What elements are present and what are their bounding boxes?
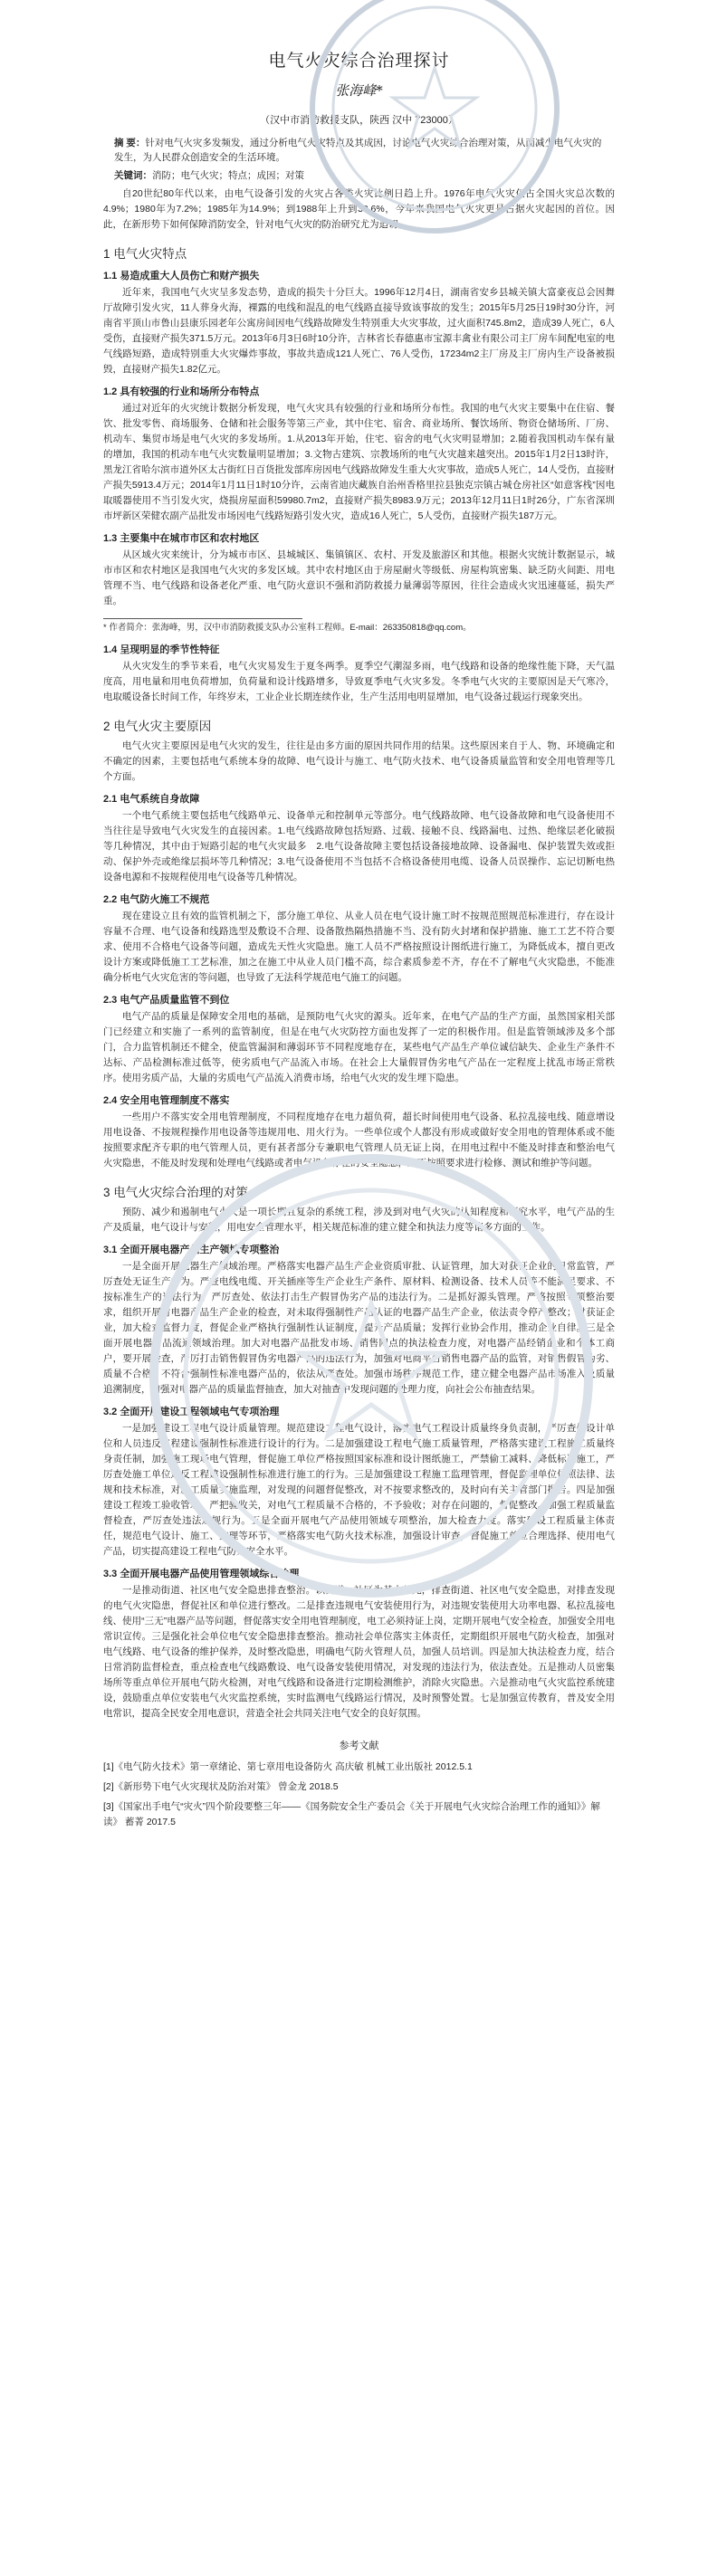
abstract-label: 摘 要： [114,138,146,148]
section-2-1-heading: 2.1 电气系统自身故障 [103,794,200,805]
intro-paragraph: 自20世纪80年代以来，由电气设备引发的火灾占各类火灾比例日趋上升。1976年电气火灾仅占全国火灾总次数的4.9%；1980年为7.2%；1985年为14.9%；到1988年上升到38.6%，今年来我国电气火灾更是占据火灾起因的首位。因此，在新形势下如何保障消防安全，针对电气火灾的防治研究尤为迫切。 [103,188,615,230]
section-3-2-paragraph: 一是加强建设工程电气设计质量管理。规范建设工程电气设计，落实电气工程设计质量终身负责制，严厉查处设计单位和人员违反工程建设强制性标准进行设计的行为。二是加强建设工程电气施工质量管理，严格落实建设工程施工质量终身责任制，加强施工现场电气管理，督促施工单位严格按照国家标准和设计图纸施工，严禁偷工减料、降低标准施工，严厉查处施工单位违反工程建设强制性标准进行施工的行为。三是加强建设工程施工监理管理，督促监理单位依照法律、法规和技术标准，对施工质量实施监理，对发现的问题督促整改，对不按要求整改的，及时向有关主管部门报告。四是加强建设工程竣工验收管理，严把验收关，对电气工程质量不合格的，不予验收；对存在问题的，督促整改。加强工程质量监督检查，严厉查处违法违规行为。五是全面开展电气产品使用领域专项整治，加大检查力度。落实建设工程质量主体责任，规范电气设计、施工、监理等环节，严格落实电气防火技术标准，加强设计审查，督促施工单位合理选择、使用电气产品，切实提高建设工程电气防火安全水平。 [103,1423,615,1557]
section-3-1-paragraph: 一是全面开展电器生产领域治理。严格落实电器产品生产企业资质审批、认证管理，加大对获证企业的日常监管，严厉查处无证生产行为。严查电线电缆、开关插座等生产企业生产条件、原材料、检测设备、技术人员等不能满足要求、不按标准生产的违法行为；严厉查处、依法打击生产假冒伪劣产品的违法行为。二是抓好源头管理。严格按照专项整治要求，组织开展对电器产品生产企业的检查，对未取得强制性产品认证的电器产品生产企业，依法责令停产整改；对获证企业，加大检查监督力度，督促企业严格执行强制性认证制度，提升产品质量；发挥行业协会作用，推动企业自律。三是全面开展电器产品流通领域治理。加大对电器产品批发市场、销售网点的执法检查力度，对电器产品经销企业和个体工商户，要开展检查，严厉打击销售假冒伪劣电器产品的违法行为，加强对电商平台销售电器产品的监管，对销售假冒伪劣、质量不合格、不符合强制性标准电器产品的，依法从严查处。加强市场秩序规范工作，建立健全电器产品市场准入及质量追溯制度，加强对电器产品的质量监督抽查，加大对抽查中发现问题的处理力度，向社会公布抽查结果。 [103,1261,615,1395]
section-2-3-paragraph: 电气产品的质量是保障安全用电的基础，是预防电气火灾的源头。近年来，在电气产品的生产方面，虽然国家相关部门已经建立和实施了一系列的监管制度，但是在电气火灾防控方面也发挥了一定的积极作用。但是监管领域涉及多个部门，合力监管机制还不健全，使监管漏洞和薄弱环节不同程度地存在，某些电气产品生产单位诚信缺失、企业生产条件不达标、产品检测标准过低等，使劣质电气产品流入市场。在社会上大量假冒伪劣电气产品在一定程度上扰乱市场正常秩序。使用劣质产品，大量的劣质电气产品流入消费市场，给电气火灾的发生埋下隐患。 [103,1011,615,1083]
paper-author: 张海峰* [335,82,383,99]
paper-affiliation: （汉中市消防救援支队，陕西 汉中 723000） [260,115,458,126]
section-3-heading: 3 电气火灾综合治理的对策 [103,1186,248,1199]
abstract-text: 针对电气火灾多发频发，通过分析电气火灾特点及其成因，讨论电气火灾综合治理对策，从而减少电气火灾的发生，为人民群众创造安全的生活环境。 [114,138,602,163]
section-1-4-heading: 1.4 呈现明显的季节性特征 [103,644,220,655]
keywords-label: 关键词： [114,170,152,181]
section-2-1-paragraph: 一个电气系统主要包括电气线路单元、设备单元和控制单元等部分。电气线路故障、电气设备故障和电气设备使用不当往往是导致电气火灾发生的直接因素。1.电气线路故障包括短路、过载、接触不良、线路漏电、过热、绝缘层老化破损等几种情况，其中由于短路引起的电气火灾最多 2.电气设备故障主要包括设备接地故障、设备漏电、保护装置失效或拒动、保护外壳或绝缘层损坏等几种情况；3.电气设备使用不当包括不合格设备使用电缆、设备人员误操作、忘记切断电热设备电源和不按规程使用电气设备等几种情况。 [103,810,615,883]
footnote: * 作者简介：张海峰，男，汉中市消防救援支队办公室科工程师。E-mail：263350818@qq.com。 [103,623,472,633]
section-2-4-heading: 2.4 安全用电管理制度不落实 [103,1095,230,1106]
paper-title: 电气火灾综合治理探讨 [268,51,450,71]
section-3-paragraph: 预防、减少和遏制电气火灾是一项长期且复杂的系统工程，涉及到对电气火灾的认知程度和研究水平，电气产品的生产及质量，电气设计与安装，用电安全管理水平，相关规范标准的建立健全和执法力度等诸多方面的工作。 [103,1207,615,1233]
section-1-heading: 1 电气火灾特点 [103,247,187,261]
section-3-1-heading: 3.1 全面开展电器产品生产领域专项整治 [103,1245,280,1255]
abstract [103,136,615,165]
paper-body [103,186,615,1722]
section-1-1-paragraph: 近年来，我国电气火灾呈多发态势，造成的损失十分巨大。1996年12月4日，湖南省安乡县城关镇大富豪夜总会因舞厅故障引发火灾，11人葬身火海，裸露的电线和混乱的电气线路直接导致该事故的发生；2015年5月25日19时30分许，河南省平顶山市鲁山县康乐园老年公寓房间因电气线路故障发生特别重大火灾事故，过火面积745.8m2，造成39人死亡，6人受伤，直接财产损失371.5万元。2013年6月3日6时10分许，吉林省长春德惠市宝源丰禽业有限公司主厂房车间配电室的电气线路短路，造成特别重大火灾爆炸事故，事故共造成121人死亡、76人受伤，17234m2主厂房及主厂房内生产设备被损毁，直接财产损失1.82亿元。 [103,287,615,375]
section-1-3-paragraph: 从区域火灾来统计，分为城市市区、县城城区、集镇镇区、农村、开发及旅游区和其他。根据火灾统计数据显示，城市市区和农村地区是我国电气火灾的多发区域。其中农村地区由于房屋耐火等级低、房屋构筑密集、缺乏防火间距、用电管理不当、电气线路和设备老化严重、电气防火意识不强和消防救援力量薄弱等原因，往往会造成火灾迅速蔓延，损失严重。 [103,549,615,606]
section-2-paragraph: 电气火灾主要原因是电气火灾的发生，往往是由多方面的原因共同作用的结果。这些原因来自于人、物、环境确定和不确定的因素，主要包括电气系统本身的故障、电气设计与施工、电气防火技术、电气设备质量监管和安全用电管理等几个方面。 [103,740,615,782]
section-3-2-heading: 3.2 全面开展建设工程领域电气专项治理 [103,1407,280,1417]
section-1-2-paragraph: 通过对近年的火灾统计数据分析发现，电气火灾具有较强的行业和场所分布性。我国的电气火灾主要集中在住宿、餐饮、批发零售、商场服务、仓储和社会服务等第三产业，其中住宅、宿舍、商业场所、餐饮场所、物资仓储场所、厂房、机动车、集贸市场是电气火灾的多发场所。1.从2013年开始，住宅、宿舍的电气火灾明显增加；2.随着我国机动车保有量的增加，我国的机动车电气火灾数量明显增加；3.文物古建筑、宗教场所的电气火灾越来越突出。2015年1月2日13时许，黑龙江省哈尔滨市道外区太古街红日百货批发部库房因电气线路故障发生重大火灾事故，造成5人死亡，14人受伤，直接财产损失5913.4万元；2014年1月11日1时10分许，云南省迪庆藏族自治州香格里拉县独克宗镇古城仓房社区“如意客栈”因电取暖器使用不当引发火灾，烧损房屋面积59980.7m2，直接财产损失8983.9万元；2013年12月11日1时26分，广东省深圳市坪新区荣健农副产品批发市场因电气线路短路引发火灾，造成16人死亡，5人受伤，直接财产损失187万元。 [103,403,615,521]
section-2-heading: 2 电气火灾主要原因 [103,720,212,733]
reference-2: [2]《新形势下电气火灾现状及防治对策》 曾金龙 2018.5 [103,1781,339,1792]
references-title: 参考文献 [339,1741,379,1751]
section-3-3-heading: 3.3 全面开展电器产品使用管理领域综合治理 [103,1569,300,1579]
section-2-2-heading: 2.2 电气防火施工不规范 [103,894,210,905]
reference-1: [1]《电气防火技术》第一章绪论、第七章用电设备防火 高庆敏 机械工业出版社 2012.5.1 [103,1761,473,1772]
section-3-3-paragraph: 一是推动街道、社区电气安全隐患排查整治。以街道、社区为基本单元，排查街道、社区电气安全隐患，对排查发现的电气火灾隐患，督促社区和单位进行整改。二是排查违规电气安装使用行为，对违规安装使用大功率电器、私拉乱接电线、使用“三无”电器产品等问题，督促落实安全用电管理制度，电工必须持证上岗，定期开展电气安全检查，加强安全用电常识宣传。三是强化社会单位电气安全隐患排查整治。推动社会单位落实主体责任，定期组织开展电气防火检查，加强对电气线路、电气设备的维护保养，及时整改隐患，明确电气防火管理人员，加强人员培训。四是加大执法检查力度，结合日常消防监督检查，重点检查电气线路敷设、电气设备安装使用情况，对发现的违法行为，依法查处。五是推动人员密集场所等重点单位开展电气防火检测，对电气线路和设备进行定期检测维护，消除火灾隐患。六是推动电气火灾监控系统建设，鼓励重点单位安装电气火灾监控系统，实时监测电气线路运行情况，及时预警处置。七是加强宣传教育，普及安全用电常识，提高全民安全用电意识，营造全社会共同关注电气安全的良好氛围。 [103,1585,615,1719]
section-1-3-heading: 1.3 主要集中在城市市区和农村地区 [103,533,260,544]
keywords-text: 消防；电气火灾；特点；成因；对策 [152,170,304,181]
section-1-2-heading: 1.2 具有较强的行业和场所分布特点 [103,386,260,397]
section-1-1-heading: 1.1 易造成重大人员伤亡和财产损失 [103,271,260,281]
section-2-3-heading: 2.3 电气产品质量监管不到位 [103,995,230,1006]
reference-3: [3]《国家出手电气“灾火”四个阶段要整三年——《国务院安全生产委员会《关于开展电气火灾综合治理工作的通知》》解读》 蓄菁 2017.5 [103,1801,600,1827]
section-1-4-paragraph: 从火灾发生的季节来看，电气火灾易发生于夏冬两季。夏季空气潮湿多雨，电气线路和设备的绝缘性能下降，天气温度高，用电量和用电负荷增加，负荷量和设计线路增多，导致夏季电气火灾多发。冬季电气火灾的主要原因是天气寒冷，电取暖设备长时间工作，年终岁末，工业企业长期连续作业，生产生活用电明显增加，电气设备过载运行现象突出。 [103,661,615,702]
keywords [103,168,615,183]
section-2-2-paragraph: 现在建设立且有效的监管机制之下，部分施工单位、从业人员在电气设计施工时不按规范照规范标准进行，存在设计容量不合理、电气设备和线路选型及敷设不合理、设备散热隔热措施不当、没有防火封堵和保护措施、施工工艺不符合要求、使用不合格电气设备等问题，造成先天性火灾隐患。施工人员不严格按照设计图纸进行施工，为降低成本，擅自更改设计方案或降低施工工艺标准，加之在施工中从业人员门槛不高，综合素质参差不齐，存在不了解电气火灾隐患，不能准确分析电气火灾危害的等问题，也导致了无法科学规范电气施工的问题。 [103,911,615,983]
section-2-4-paragraph: 一些用户不落实安全用电管理制度，不同程度地存在电力超负荷，超长时间使用电气设备、私拉乱接电线、随意增设用电设备、不按规程操作用电设备等违规用电、用火行为。一些单位或个人都没有形成或做好安全用电的管理体系或不能按照要求配齐专职的电气管理人员，更有甚者部分专兼职电气管理人员无证上岗，在用电过程中不能及时排查和整治电气火灾隐患，不能及时发现和处理电气线路或者电气设备存在的安全隐患，如不按照要求进行检修、测试和维护等问题。 [103,1111,615,1169]
